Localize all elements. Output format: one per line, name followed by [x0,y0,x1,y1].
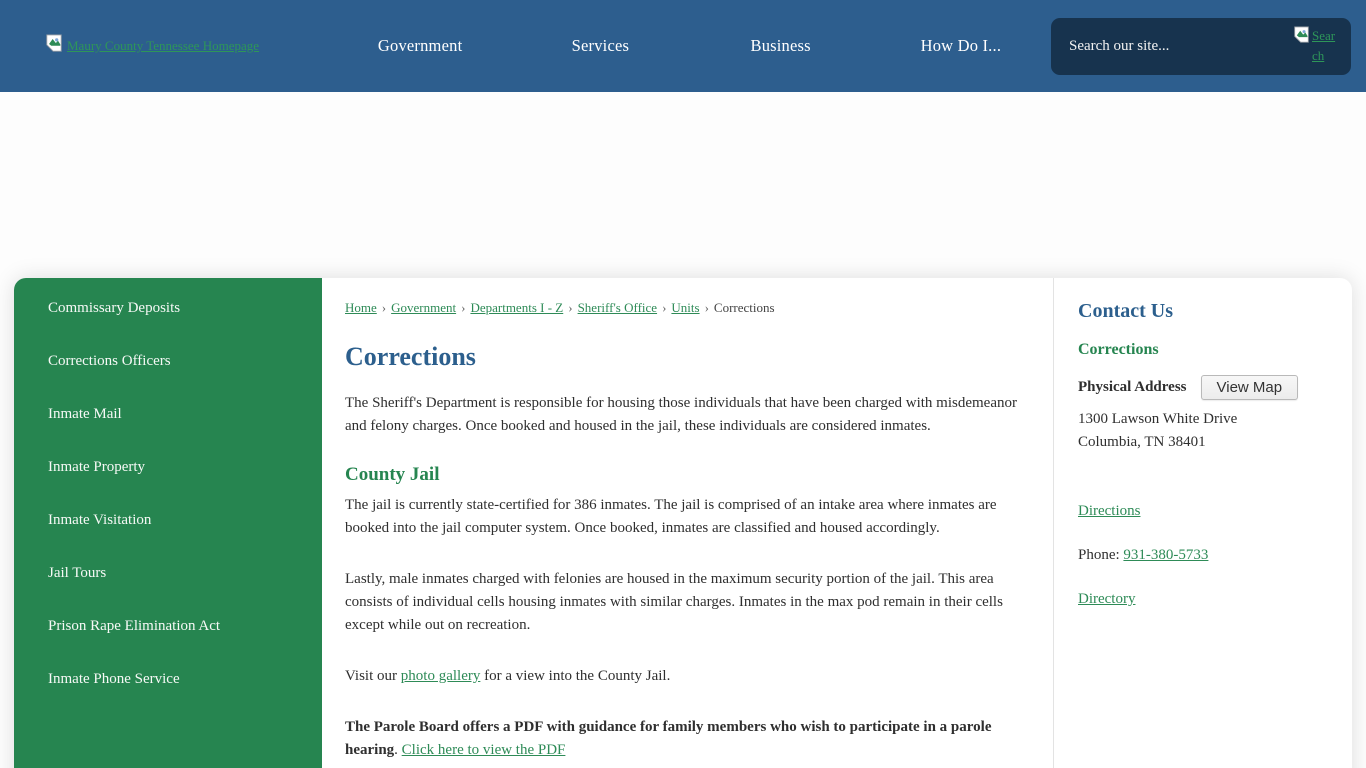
breadcrumb-link-departments-i-z[interactable]: Departments I - Z [470,300,564,315]
phone-number-link[interactable]: 931-380-5733 [1123,547,1209,563]
contact-subheading: Corrections [1078,341,1159,358]
contact-panel [1053,278,1352,768]
parole-separator: . [394,742,402,758]
home-logo-link[interactable] [45,34,330,58]
breadcrumb-link-units[interactable]: Units [671,300,700,315]
address-line-2: Columbia, TN 38401 [1078,434,1206,450]
address-line-1: 1300 Lawson White Drive [1078,411,1238,427]
sidebar-item-inmate-phone-service[interactable]: Inmate Phone Service [48,671,180,687]
sidebar-item-inmate-visitation[interactable]: Inmate Visitation [48,512,152,528]
parole-bold-text: The Parole Board offers a PDF with guidance for family members who wish to participate in a parole hearing [345,719,992,758]
gallery-suffix: for a view into the County Jail. [480,668,671,684]
breadcrumb-separator: › [461,300,466,315]
directions-link[interactable]: Directions [1078,503,1141,519]
intro-paragraph: The Sheriff's Department is responsible for housing those individuals that have been charged with misdemeanor and felony charges. Once booked and housed in the jail, these individuals are considered inmates. [345,395,1017,434]
breadcrumb-link-government[interactable]: Government [391,300,457,315]
view-map-button[interactable]: View Map [1201,375,1299,400]
left-sidebar [14,278,322,768]
breadcrumb-separator: › [568,300,573,315]
top-navbar [0,0,1366,92]
nav-item-government[interactable]: Government [377,36,463,55]
logo-alt-text: Maury County Tennessee Homepage [67,38,259,53]
search-button-label: Search [1312,28,1336,63]
nav-item-services[interactable]: Services [571,36,630,55]
sidebar-item-commissary-deposits[interactable]: Commissary Deposits [48,300,181,316]
search-button[interactable] [1293,26,1339,66]
sidebar-item-inmate-mail[interactable]: Inmate Mail [48,406,122,422]
contact-heading: Contact Us [1078,300,1173,322]
physical-address-row [1078,375,1332,400]
directory-link[interactable]: Directory [1078,591,1136,607]
phone-row [1078,547,1332,564]
photo-gallery-link[interactable]: photo gallery [400,668,481,684]
broken-image-icon [1293,26,1310,49]
county-jail-paragraph-1: The jail is currently state-certified for 386 inmates. The jail is comprised of an intake area where inmates are booked into the jail computer system. Once booked, inmates are classified and housed accordingly. [345,497,997,536]
parole-pdf-link[interactable]: Click here to view the PDF [401,742,566,758]
sidebar-item-jail-tours[interactable]: Jail Tours [48,565,107,581]
breadcrumb-separator: › [662,300,667,315]
broken-image-icon [45,34,63,58]
breadcrumb-link-sheriff-s-office[interactable]: Sheriff's Office [577,300,658,315]
county-jail-paragraph-2: Lastly, male inmates charged with felonies are housed in the maximum security portion of the jail. This area consists of individual cells housing inmates with similar charges. Inmates in the max pod remain in their cells except while out on recreation. [345,571,1003,633]
county-jail-heading: County Jail [345,464,440,485]
gallery-prefix: Visit our [345,668,401,684]
parole-paragraph [345,716,1029,762]
breadcrumb-current: Corrections [713,300,775,315]
sidebar-item-inmate-property[interactable]: Inmate Property [48,459,146,475]
breadcrumb [345,300,1029,316]
page-title: Corrections [345,342,476,371]
breadcrumb-separator: › [704,300,709,315]
nav-item-business[interactable]: Business [750,36,811,55]
gallery-sentence [345,665,1029,688]
search-box [1051,18,1351,75]
sidebar-item-prison-rape-elimination-act[interactable]: Prison Rape Elimination Act [48,618,221,634]
phone-label: Phone: [1078,547,1120,563]
breadcrumb-link-home[interactable]: Home [345,300,377,315]
search-input[interactable] [1067,37,1293,56]
page-content [322,278,1053,768]
nav-menu [330,0,1051,92]
sidebar-item-corrections-officers[interactable]: Corrections Officers [48,353,171,369]
nav-item-how-do-i[interactable]: How Do I... [920,36,1002,55]
physical-address-label: Physical Address [1078,379,1187,395]
breadcrumb-separator: › [381,300,387,315]
main-card [14,278,1352,768]
